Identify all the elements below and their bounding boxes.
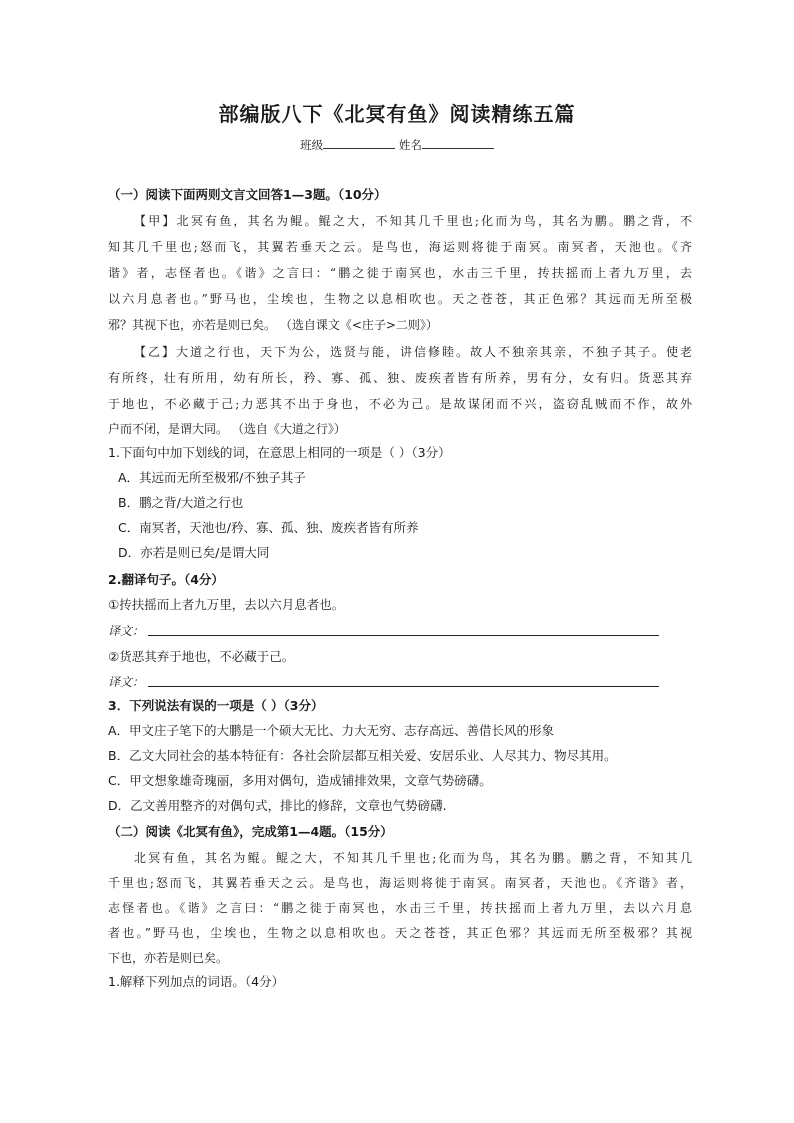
class-label: 班级 [300,138,324,152]
yi-line: 有所终，壮有所用，幼有所长，矜、寡、孤、独、废疾者皆有所养，男有分，女有归。货恶其弃 [108,371,692,385]
q1-option-c: C．南冥者，天池也/矜、寡、孤、独、废疾者皆有所养 [118,520,419,535]
passage-line: 下也，亦若是则已矣。 [108,951,229,965]
q2-stem: 2.翻译句子。（4分） [108,572,224,587]
q2-sentence-1: ①抟扶摇而上者九万里，去以六月息者也。 [108,597,345,612]
yi-line: 于地也，不必藏于己;力恶其不出于身也，不必为己。是故谋闭而不兴，盗窃乱贼而不作，故外 [108,397,692,411]
q1-option-b: B．鹏之背/大道之行也 [118,495,244,510]
jia-line: 谐》者，志怪者也。《谐》之言曰：“鹏之徙于南冥也，水击三千里，抟扶摇而上者九万里，去 [108,266,692,280]
passage-line: 北冥有鱼，其名为鲲。鲲之大，不知其几千里也;化而为鸟，其名为鹏。鹏之背，不知其几 [134,851,692,865]
jia-line: 邪？其视下也，亦若是则已矣。 （选自课文《<庄子>二则》） [108,318,438,332]
passage-line: 者也。”野马也，尘埃也，生物之以息相吹也。天之苍苍，其正色邪？其远而无所至极邪？其视 [108,926,692,940]
q3-option-c: C．甲文想象雄奇瑰丽，多用对偶句，造成铺排效果，文章气势磅礴。 [108,773,492,788]
name-label: 姓名 [398,138,422,152]
q3-option-a: A．甲文庄子笔下的大鹏是一个硕大无比、力大无穷、志存高远、善借长风的形象 [108,723,555,738]
sec2-q1-stem: 1.解释下列加点的词语。（4分） [108,974,285,989]
page-title: 部编版八下《北冥有鱼》阅读精练五篇 [218,102,576,126]
name-blank[interactable] [422,137,494,149]
q2-sentence-2: ②货恶其弃于地也，不必藏于己。 [108,649,295,664]
jia-line: 【甲】北冥有鱼，其名为鲲。鲲之大，不知其几千里也;化而为鸟，其名为鹏。鹏之背，不 [134,214,692,228]
passage-line: 千里也;怒而飞，其翼若垂天之云。是鸟也，海运则将徙于南冥。南冥者，天池也。《齐谐》者， [108,876,692,890]
q1-stem: 1.下面句中加下划线的词，在意思上相同的一项是（ ）（3分） [108,445,451,460]
jia-line: 知其几千里也;怒而飞，其翼若垂天之云。是鸟也，海运则将徙于南冥。南冥者，天池也。《齐 [108,240,692,254]
q3-option-d: D．乙文善用整齐的对偶句式，排比的修辞，文章也气势磅礴. [108,798,447,813]
passage-line: 志怪者也。《谐》之言曰：“鹏之徙于南冥也，水击三千里，抟扶摇而上者九万里，去以六月息 [108,901,692,915]
student-info [0,137,794,153]
q1-option-a: A．其远而无所至极邪/不独子其子 [118,470,306,485]
class-blank[interactable] [323,137,395,149]
q3-option-b: B．乙文大同社会的基本特征有：各社会阶层都互相关爱、安居乐业、人尽其力、物尽其用。 [108,748,617,763]
answer-line-2[interactable] [148,685,659,687]
q1-option-d: D．亦若是则已矣/是谓大同 [118,545,270,560]
q3-stem: 3．下列说法有误的一项是（ ）（3分） [108,698,324,713]
yi-line: 户而不闭，是谓大同。 （选自《大道之行》） [108,422,346,436]
section-2-heading: （二）阅读《北冥有鱼》，完成第1—4题。（15分） [108,824,393,839]
answer-line-1[interactable] [148,634,659,636]
answer-label: 译文： [108,675,145,689]
answer-label: 译文： [108,624,145,638]
jia-line: 以六月息者也。”野马也，尘埃也，生物之以息相吹也。天之苍苍，其正色邪？其远而无所至极 [108,292,692,306]
section-1-heading: （一）阅读下面两则文言文回答1—3题。（10分） [108,187,387,202]
yi-line: 【乙】大道之行也，天下为公，选贤与能，讲信修睦。故人不独亲其亲，不独子其子。使老 [134,345,692,359]
